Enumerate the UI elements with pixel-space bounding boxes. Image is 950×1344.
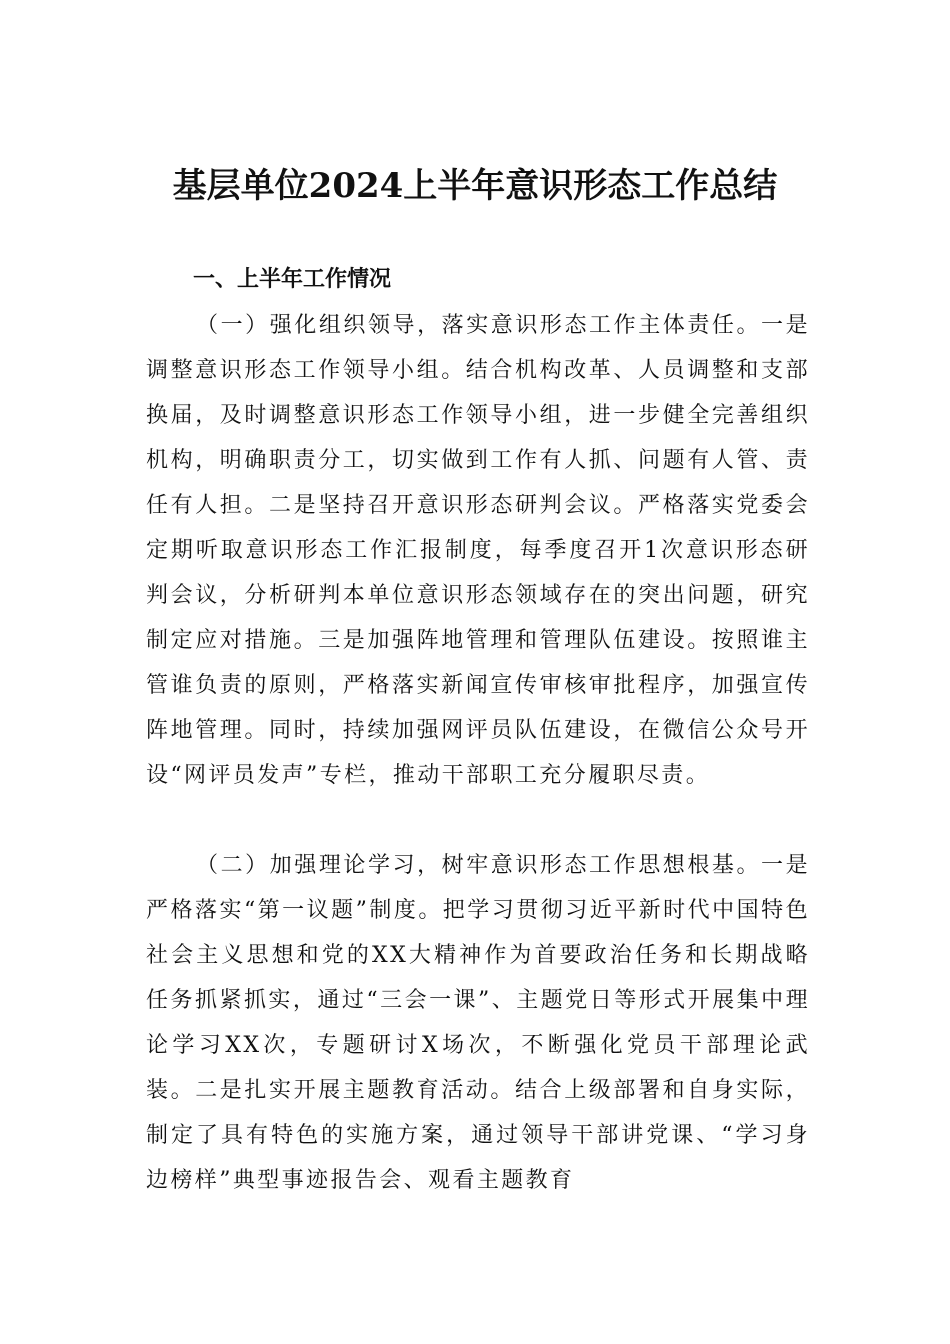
section-heading: 一、上半年工作情况 bbox=[193, 267, 392, 292]
paragraph-organizational-leadership: （一）强化组织领导，落实意识形态工作主体责任。一是调整意识形态工作领导小组。结合机构改革、人员调整和支部换届，及时调整意识形态工作领导小组，进一步健全完善组织机构，明确职责分工，切实做到工作有人抓、问题有人管、责任有人担。二是坚持召开意识形态研判会议。严格落实党委会定期听取意识形态工作汇报制度，每季度召开1次意识形态研判会议，分析研判本单位意识形态领域存在的突出问题，研究制定应对措施。三是加强阵地管理和管理队伍建设。按照谁主管谁负责的原则，严格落实新闻宣传审核审批程序，加强宣传阵地管理。同时，持续加强网评员队伍建设，在微信公众号开设“网评员发声”专栏，推动干部职工充分履职尽责。 bbox=[146, 313, 810, 788]
paragraph-theoretical-study: （二）加强理论学习，树牢意识形态工作思想根基。一是严格落实“第一议题”制度。把学习贯彻习近平新时代中国特色社会主义思想和党的XX大精神作为首要政治任务和长期战略任务抓紧抓实，通过“三会一课”、主题党日等形式开展集中理论学习XX次，专题研讨X场次，不断强化党员干部理论武装。二是扎实开展主题教育活动。结合上级部署和自身实际，制定了具有特色的实施方案，通过领导干部讲党课、“学习身边榜样”典型事迹报告会、观看主题教育 bbox=[146, 853, 810, 1193]
document-title: 基层单位2024上半年意识形态工作总结 bbox=[172, 166, 778, 206]
